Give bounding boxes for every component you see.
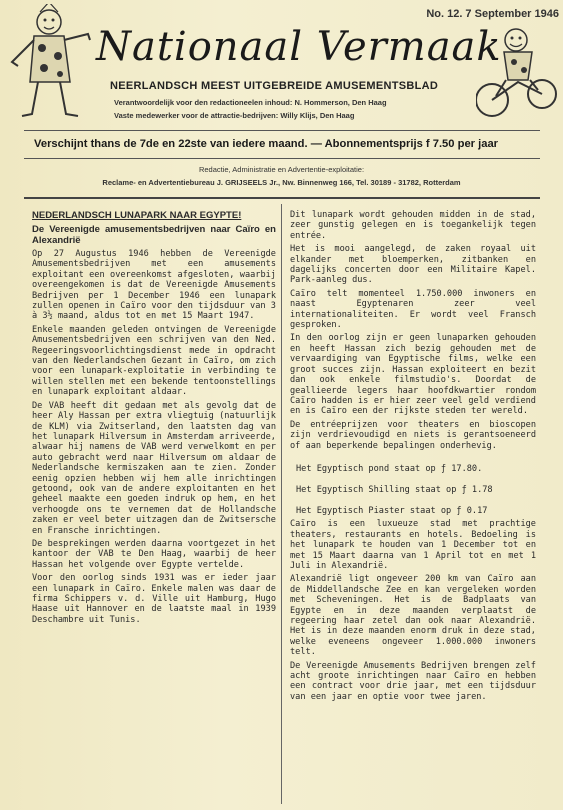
paragraph: Caïro is een luxueuze stad met prachtige theaters, restaurants en hotels. Bedoeling is het lunapark te houden van 1 December tot en met 15 Maart daarna van 1 April tot en met 1 Juli in Alexandrië. xyxy=(290,519,536,571)
paragraph: De VAB heeft dit gedaan met als gevolg dat de heer Aly Hassan per extra vliegtuig (natuurlijk de KLM) via Zwitserland, den laatsten dag van het lunapark Hilversum in Amsterdam arriveerde, alwaar hij namens de VAB werd verwelkomt en per auto gebracht werd naar Hilversum om aldaar de Nederlandsche kermiszaken aan te zien. Zonder eenig opzien hebben wij hem alle inrichtingen getoond, ook van de andere exploitanten en het geheel maakte een goeden indruk op hem, en het verhoogde ons te vernemen dat de Hollandsche zaken er veel beter uitzagen dan de Zwitsersche en Fransche inrichtingen. xyxy=(32,400,276,536)
paragraph: De entréeprijzen voor theaters en bioscopen zijn verdrievoudigd en niets is gerantsoeneerd of aan beperkende bepalingen onderhevig. xyxy=(290,419,536,451)
paragraph: Voor den oorlog sinds 1931 was er ieder jaar een lunapark in Caïro. Enkele malen was daar de firma Schippers v. d. Ville uit Hamburg, Hugo Haase uit Hannover en de laatste maal in 1939 Deschambre uit Tunis. xyxy=(32,573,276,625)
article-subheadline: De Vereenigde amusementsbedrijven naar Caïro en Alexandrië xyxy=(32,224,276,246)
page-title: Nationaal Vermaak xyxy=(96,24,502,70)
appearance-note: Verschijnt thans de 7de en 22ste van iedere maand. — Abonnementsprijs f 7.50 per jaar xyxy=(34,138,499,150)
paragraph: Dit lunapark wordt gehouden midden in de stad, zeer gunstig gelegen en is toegankelijk tegen entrée. xyxy=(290,210,536,241)
paragraph: Alexandrië ligt ongeveer 200 km van Caïro aan de Middellandsche Zee en kan vergeleken worden met Scheveningen. Het is de Badplaats van Egypte en in deze maanden verplaatst de regeering haar zetel dan ook naar Alexandrië. Het is in deze maanden enorm druk in deze stad, welke eveneens ongeveer 1.000.000 inwoners telt. xyxy=(290,574,536,658)
column-divider xyxy=(281,204,282,804)
paragraph: De Vereenigde Amusements Bedrijven brengen zelf acht groote inrichtingen naar Caïro en hebben een contract voor drie jaar, met een tijdsduur van een jaar en optie voor twee jaren. xyxy=(290,660,536,702)
credit-editor: Verantwoordelijk voor den redactioneelen inhoud: N. Hommerson, Den Haag xyxy=(114,98,387,107)
article-left-column xyxy=(32,210,276,628)
paragraph: In den oorlog zijn er geen lunaparken gehouden en heeft Hassan zich bezig gehouden met de vervaardiging van Egyptische films, welke een groot succes zijn. Hassan exploiteert en bezit dan ook enkele filmstudio's. Doordat de geallieerde legers haar hoofdkwartier rondom Caïro hadden is er hier zeer veel geld verdiend en is Caïro een der rijkste steden ter wereld. xyxy=(290,333,536,417)
paragraph: Enkele maanden geleden ontvingen de Vereenigde Amusementsbedrijven een schrijven van den Ned. Regeeringsvoorlichtingsdienst mede in opdracht van den Nederlandschen Gezant in Caïro, om zich voor een lunapark-exploitatie in verbinding te willen stellen met een bekende tentoonstellings en lunapark exploitant aldaar. xyxy=(32,324,276,398)
price-line: Het Egyptisch Piaster staat op ƒ 0.17 xyxy=(296,505,488,516)
exchange-rates xyxy=(296,454,536,516)
divider xyxy=(24,158,540,159)
clown-figure-icon xyxy=(4,4,96,122)
divider xyxy=(24,197,540,199)
article-right-column xyxy=(290,210,536,705)
bureau-line: Reclame- en Advertentiebureau J. GRIJSEELS Jr., Nw. Binnenweg 166, Tel. 30189 - 31782, Rotterdam xyxy=(102,178,461,187)
paragraph: Het is mooi aangelegd, de zaken royaal uit elkander met bloemperken, zitbanken en dagelijks concerten door een Militaire Kapel. Park-aanleg dus. xyxy=(290,244,536,286)
issue-number: No. 12. 7 September 1946 xyxy=(426,8,559,20)
administration-line: Redactie, Administratie en Advertentie-exploitatie: xyxy=(198,165,365,174)
paragraph: Op 27 Augustus 1946 hebben de Vereenigde Amusementsbedrijven met een amusements exploitant een overeenkomst afgesloten, waarbij overeengekomen is dat de Vereenigde Amusements Bedrijven per 1 December 1946 een lunapark zullen openen in Caïro voor den tijdsduur van 3 à 3½ maand, aldus tot en met 15 Maart 1947. xyxy=(32,249,276,322)
paragraph: De besprekingen werden daarna voortgezet in het kantoor der VAB te Den Haag, waarbij de heer Hassan het volgende over Egypte vertelde. xyxy=(32,538,276,570)
price-line: Het Egyptisch Shilling staat op ƒ 1.78 xyxy=(296,485,493,496)
price-line: Het Egyptisch pond staat op ƒ 17.80. xyxy=(296,464,483,475)
paragraph: Caïro telt momenteel 1.750.000 inwoners en naast Egyptenaren zeer veel internationaliteiten. Er wordt veel Fransch gesproken. xyxy=(290,288,536,331)
article-headline: NEDERLANDSCH LUNAPARK NAAR EGYPTE! xyxy=(32,210,242,221)
credit-contributor: Vaste medewerker voor de attractie-bedrijven: Willy Klijs, Den Haag xyxy=(114,111,355,120)
divider xyxy=(24,130,540,131)
page-subtitle: NEERLANDSCH MEEST UITGEBREIDE AMUSEMENTSBLAD xyxy=(110,80,439,92)
